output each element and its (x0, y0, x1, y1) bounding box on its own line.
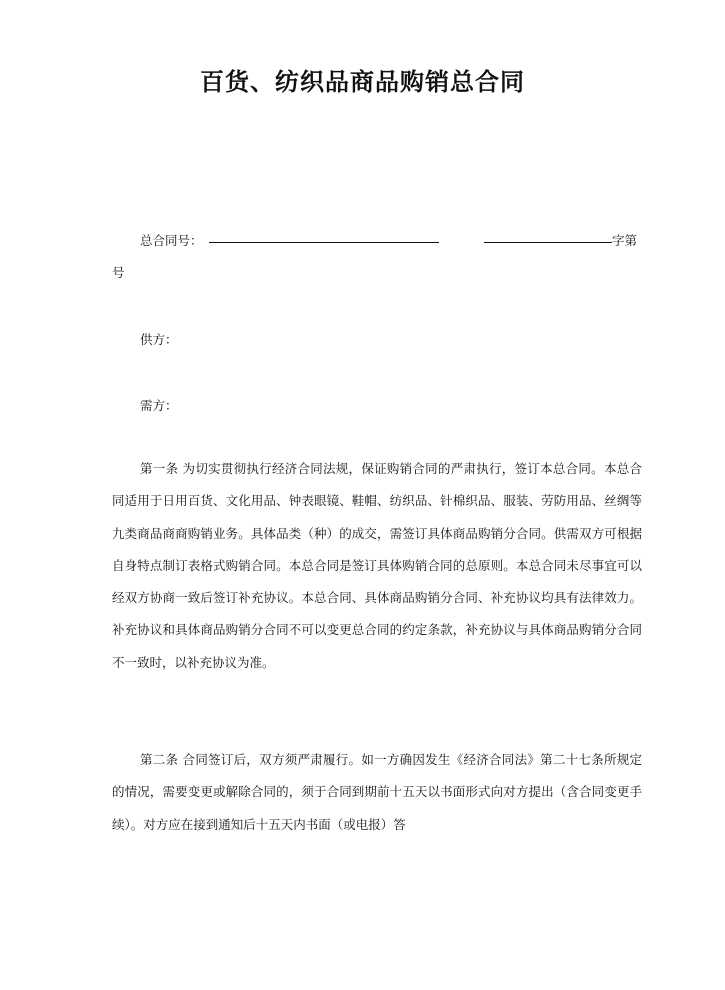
document-title: 百货、纺织品商品购销总合同 (200, 68, 525, 96)
contract-number-label: 总合同号： (140, 233, 203, 248)
contract-word-blank (484, 241, 612, 243)
contract-word-row (484, 231, 637, 249)
clause-1: 第一条 为切实贯彻执行经济合同法规，保证购销合同的严肃执行，签订本总合同。本总合同适用于日用百货、文化用品、钟表眼镜、鞋帽、纺织品、针棉织品、服装、劳防用品、丝绸等九类商品商商购销业务。具体品类（种）的成交，需签订具体商品购销分合同。供需双方可根据自身特点制订表格式购销合同。本总合同是签订具体购销合同的总原则。本总合同未尽事宜可以经双方协商一致后签订补充协议。本总合同、具体商品购销分合同、补充协议均具有法律效力。补充协议和具体商品购销分合同不可以变更总合同的约定条款，补充协议与具体商品购销分合同不一致时，以补充协议为准。 (112, 461, 642, 670)
clause-2: 第二条 合同签订后，双方须严肃履行。如一方确因发生《经济合同法》第二十七条所规定的情况，需要变更或解除合同的，须于合同到期前十五天以书面形式向对方提出（含合同变更手续）。对方应在接到通知后十五天内书面（或电报）答 (112, 752, 642, 832)
contract-number-tail: 号 (112, 265, 125, 280)
contract-word-suffix: 字第 (612, 233, 638, 248)
contract-number-row (140, 231, 439, 249)
buyer-label: 需方： (140, 398, 178, 413)
supplier-label: 供方： (140, 332, 178, 347)
contract-number-blank (209, 241, 439, 243)
